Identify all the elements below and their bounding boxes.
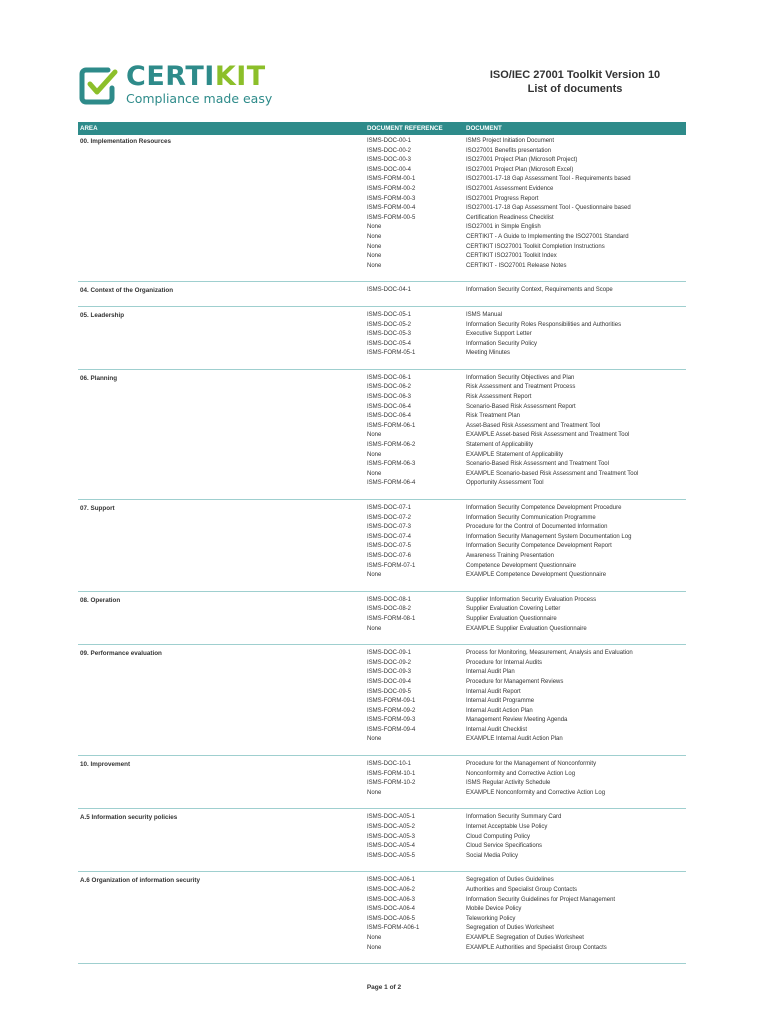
table-row [78,615,686,625]
table-row [78,479,686,489]
document-reference: ISMS-DOC-A06-1 [367,877,416,884]
document-name: Cloud Computing Policy [466,833,531,840]
section-divider [78,745,686,756]
table-row [78,431,686,441]
table-row [78,349,686,359]
logo-tagline: Compliance made easy [126,91,273,106]
document-reference: None [367,233,382,240]
document-name: ISO27001-17-18 Gap Assessment Tool - Requirements based [466,176,631,183]
section-area-label: 07. Support [80,505,115,512]
document-name: Supplier Information Security Evaluation Process [466,596,597,603]
logo-brand-accent: KIT [214,61,266,92]
document-reference: ISMS-DOC-06-3 [367,394,412,401]
table-row [78,286,686,296]
document-reference: ISMS-FORM-00-1 [367,176,416,183]
document-reference: ISMS-DOC-A05-5 [367,852,416,859]
document-name: Scenario-Based Risk Assessment Report [466,403,576,410]
table-row [78,504,686,514]
document-reference: ISMS-DOC-00-3 [367,157,412,164]
table-row [78,243,686,253]
document-reference: ISMS-DOC-06-1 [367,374,412,381]
document-reference: ISMS-DOC-08-1 [367,596,412,603]
document-reference: None [367,253,382,260]
table-row [78,137,686,147]
document-reference: ISMS-DOC-A06-5 [367,915,416,922]
table-row [78,233,686,243]
document-name: Procedure for the Control of Documented Information [466,524,608,531]
document-name: EXAMPLE Supplier Evaluation Questionnaire [466,625,587,632]
document-name: ISO27001-17-18 Gap Assessment Tool - Questionnaire based [466,205,631,212]
document-reference: ISMS-DOC-07-3 [367,524,412,531]
document-name: Certification Readiness Checklist [466,214,554,221]
document-name: Opportunity Assessment Tool [466,480,544,487]
document-name: Internal Audit Checklist [466,726,528,733]
table-row [78,330,686,340]
document-name: Information Security Summary Card [466,814,562,821]
document-name: EXAMPLE Internal Audit Action Plan [466,736,563,743]
document-name: Process for Monitoring, Measurement, Analysis and Evaluation [466,650,633,657]
table-row [78,779,686,789]
document-reference: ISMS-DOC-05-2 [367,321,412,328]
document-reference: ISMS-FORM-06-4 [367,480,416,487]
document-name: Meeting Minutes [466,350,511,357]
table-row [78,470,686,480]
section-divider [78,489,686,500]
document-reference: ISMS-DOC-A06-2 [367,887,416,893]
section-divider [78,953,686,964]
section-area-label: A.6 Organization of information security [80,877,201,885]
document-name: Asset-Based Risk Assessment and Treatment Tool [466,422,601,429]
document-name: Internet Acceptable Use Policy [466,824,548,831]
table-row [78,533,686,543]
document-reference: None [367,432,382,439]
document-reference: ISMS-FORM-00-4 [367,205,416,212]
table-row [78,852,686,862]
document-name: ISO27001 in Simple English [466,224,541,231]
document-reference: ISMS-DOC-A06-3 [367,896,416,903]
document-name: Internal Audit Programme [466,698,535,705]
document-reference: None [367,789,382,796]
document-name: Internal Audit Action Plan [466,707,533,714]
section-divider [78,359,686,370]
document-reference: None [367,572,382,579]
table-row [78,262,686,272]
table-row [78,625,686,635]
document-reference: ISMS-FORM-06-3 [367,461,416,468]
documents-table [78,137,686,968]
table-row [78,321,686,331]
document-name: Risk Assessment Report [466,394,532,401]
title-line-1: ISO/IEC 27001 Toolkit Version 10 [489,69,661,81]
document-reference: ISMS-DOC-06-2 [367,384,412,391]
table-row [78,422,686,432]
document-name: ISO27001 Progress Report [466,195,539,202]
document-name: EXAMPLE Nonconformity and Corrective Action Log [466,789,606,796]
certikit-logo [78,61,273,110]
logo-brand-main: CERTI [126,61,215,92]
document-name: EXAMPLE Scenario-based Risk Assessment and Treatment Tool [466,470,639,477]
document-name: ISMS Manual [466,311,503,318]
document-name: ISO27001 Benefits presentation [466,147,552,154]
document-reference: ISMS-DOC-07-2 [367,514,412,521]
document-name: Awareness Training Presentation [466,552,554,559]
document-name: Procedure for the Management of Nonconformity [466,761,597,768]
table-row [78,876,686,886]
logo-wordmark [126,62,266,92]
table-row [78,195,686,205]
document-name: Management Review Meeting Agenda [466,717,568,724]
document-reference: None [367,262,382,269]
document-reference: ISMS-DOC-A05-3 [367,833,416,840]
table-row [78,896,686,906]
document-name: Information Security Context, Requirements and Scope [466,287,613,294]
document-name: CERTIKIT - A Guide to Implementing the ISO27001 Standard [466,233,629,240]
document-title [470,68,680,96]
table-row [78,185,686,195]
document-reference: ISMS-DOC-07-5 [367,543,412,550]
document-reference: ISMS-FORM-10-1 [367,770,416,777]
document-name: EXAMPLE Competence Development Questionnaire [466,572,607,579]
table-row [78,813,686,823]
document-reference: ISMS-DOC-09-4 [367,678,412,685]
document-name: Internal Audit Report [466,688,521,695]
document-reference: ISMS-DOC-05-3 [367,331,412,338]
document-name: Information Security Objectives and Plan [466,374,575,381]
document-name: EXAMPLE Segregation of Duties Worksheet [466,934,584,941]
document-reference: ISMS-FORM-09-4 [367,726,416,733]
document-name: Procedure for Internal Audits [466,659,543,666]
document-reference: ISMS-DOC-09-2 [367,659,412,666]
document-reference: ISMS-FORM-00-3 [367,195,416,202]
table-row [78,460,686,470]
table-row [78,514,686,524]
page-number: Page 1 of 2 [366,984,402,991]
table-row [78,823,686,833]
table-row [78,649,686,659]
table-row [78,905,686,915]
document-reference: ISMS-DOC-05-1 [367,311,412,318]
table-row [78,716,686,726]
document-name: Mobile Device Policy [466,906,522,913]
table-row [78,915,686,925]
section-area-label: 06. Planning [80,374,118,382]
table-row [78,924,686,934]
table-row [78,223,686,233]
table-row [78,944,686,954]
section-divider [78,798,686,809]
document-name: Procedure for Management Reviews [466,678,564,685]
document-reference: ISMS-DOC-09-5 [367,688,412,695]
table-row [78,175,686,185]
document-reference: ISMS-FORM-09-3 [367,717,416,724]
table-row [78,668,686,678]
document-name: Supplier Evaluation Covering Letter [466,606,561,613]
document-reference: ISMS-DOC-A05-1 [367,814,416,821]
table-row [78,726,686,736]
document-reference: ISMS-FORM-10-2 [367,780,416,787]
document-name: Information Security Communication Programme [466,514,596,521]
document-reference: None [367,944,382,951]
document-reference: ISMS-DOC-09-3 [367,669,412,676]
document-reference: ISMS-DOC-04-1 [367,287,412,294]
document-name: Social Media Policy [466,852,519,859]
section-area-label: 04. Context of the Organization [80,287,174,295]
document-reference: ISMS-DOC-06-4 [367,403,412,410]
document-name: Information Security Competence Development Procedure [466,505,622,511]
document-reference: ISMS-FORM-08-1 [367,615,416,622]
document-name: Nonconformity and Corrective Action Log [466,770,576,777]
document-reference: ISMS-DOC-A05-4 [367,843,416,850]
document-reference: ISMS-FORM-06-1 [367,422,416,429]
document-reference: ISMS-DOC-07-6 [367,552,412,559]
table-row [78,842,686,852]
document-name: ISMS Project Initiation Document [466,138,555,144]
document-name: Teleworking Policy [466,915,516,922]
document-reference: None [367,736,382,743]
table-row [78,214,686,224]
document-name: Segregation of Duties Worksheet [466,925,554,932]
section-divider [78,634,686,645]
table-row [78,562,686,572]
document-name: CERTIKIT ISO27001 Toolkit Index [466,253,557,260]
table-row [78,934,686,944]
table-row [78,523,686,533]
table-row [78,147,686,157]
document-reference: ISMS-DOC-A06-4 [367,906,416,913]
document-reference: ISMS-FORM-09-2 [367,707,416,714]
document-name: Authorities and Specialist Group Contacts [466,887,578,893]
document-reference: ISMS-FORM-00-5 [367,214,416,221]
section-area-label: 08. Operation [80,596,121,604]
section-divider [78,296,686,307]
table-header [78,122,686,135]
document-name: Information Security Competence Development Report [466,543,612,550]
table-row [78,393,686,403]
section-area-label: 10. Improvement [80,761,131,769]
document-name: CERTIKIT - ISO27001 Release Notes [466,262,567,269]
table-row [78,688,686,698]
section-area-label: 00. Implementation Resources [80,138,171,145]
document-name: Information Security Guidelines for Project Management [466,896,616,903]
document-name: Information Security Policy [466,340,538,347]
table-row [78,542,686,552]
section-area-label: A.5 Information security policies [80,814,178,822]
document-name: ISMS Regular Activity Schedule [466,780,551,787]
table-row [78,403,686,413]
document-name: ISO27001 Project Plan (Microsoft Excel) [466,166,574,173]
document-name: EXAMPLE Authorities and Specialist Group Contacts [466,944,607,951]
table-row [78,441,686,451]
table-row [78,596,686,606]
document-reference: None [367,243,382,250]
table-row [78,451,686,461]
table-row [78,886,686,896]
document-reference: ISMS-FORM-00-2 [367,185,416,192]
document-name: Executive Support Letter [466,331,532,338]
document-name: Risk Treatment Plan [466,413,521,420]
document-reference: ISMS-FORM-06-2 [367,442,416,449]
document-name: Cloud Service Specifications [466,843,543,850]
table-row [78,789,686,799]
document-name: ISO27001 Project Plan (Microsoft Project) [466,157,578,164]
document-name: CERTIKIT ISO27001 Toolkit Completion Instructions [466,243,605,250]
document-name: Segregation of Duties Guidelines [466,877,554,884]
document-reference: ISMS-FORM-09-1 [367,698,416,705]
document-reference: ISMS-DOC-10-1 [367,761,412,768]
table-row [78,252,686,262]
table-row [78,340,686,350]
document-reference: ISMS-DOC-A05-2 [367,824,416,831]
document-name: EXAMPLE Statement of Applicability [466,451,564,458]
document-reference: ISMS-DOC-08-2 [367,606,412,613]
section-divider [78,581,686,592]
table-row [78,552,686,562]
document-reference: None [367,224,382,231]
table-row [78,697,686,707]
table-row [78,760,686,770]
table-row [78,383,686,393]
document-reference: ISMS-DOC-05-4 [367,340,412,347]
table-row [78,412,686,422]
title-line-2: List of documents [527,83,623,95]
table-row [78,204,686,214]
document-name: EXAMPLE Asset-based Risk Assessment and Treatment Tool [466,432,630,439]
document-reference: ISMS-FORM-05-1 [367,350,416,357]
document-reference: None [367,934,382,941]
table-row [78,770,686,780]
document-reference: ISMS-DOC-00-4 [367,166,412,173]
document-name: Information Security Roles Responsibilities and Authorities [466,321,622,328]
document-name: Risk Assessment and Treatment Process [466,384,576,391]
table-row [78,156,686,166]
document-reference: None [367,625,382,632]
document-name: Information Security Management System Documentation Log [466,533,632,540]
section-area-label: 05. Leadership [80,311,125,319]
document-name: Supplier Evaluation Questionnaire [466,615,557,622]
document-name: ISO27001 Assessment Evidence [466,185,554,192]
table-row [78,707,686,717]
header-document: DOCUMENT [466,125,502,132]
document-reference: None [367,470,382,477]
table-row [78,678,686,688]
section-divider [78,861,686,872]
table-row [78,605,686,615]
document-name: Internal Audit Plan [466,669,515,676]
document-reference: ISMS-DOC-00-2 [367,147,412,154]
section-divider [78,271,686,282]
document-reference: ISMS-DOC-00-1 [367,138,412,144]
table-row [78,374,686,384]
document-reference: ISMS-FORM-07-1 [367,562,416,569]
document-reference: ISMS-DOC-06-4 [367,413,412,420]
document-name: Scenario-Based Risk Assessment and Treatment Tool [466,461,609,468]
document-reference: ISMS-DOC-09-1 [367,650,412,657]
document-reference: ISMS-FORM-A06-1 [367,925,420,932]
document-reference: None [367,451,382,458]
table-row [78,659,686,669]
table-row [78,166,686,176]
document-reference: ISMS-DOC-07-1 [367,505,412,511]
document-reference: ISMS-DOC-07-4 [367,533,412,540]
document-name: Statement of Applicability [466,442,534,449]
checkmark-logo-icon [78,64,118,106]
header-area: AREA [80,125,98,132]
table-row [78,311,686,321]
table-row [78,735,686,745]
section-area-label: 09. Performance evaluation [80,650,162,658]
header-reference: DOCUMENT REFERENCE [367,125,443,132]
document-name: Competence Development Questionnaire [466,562,577,569]
table-row [78,833,686,843]
table-row [78,571,686,581]
